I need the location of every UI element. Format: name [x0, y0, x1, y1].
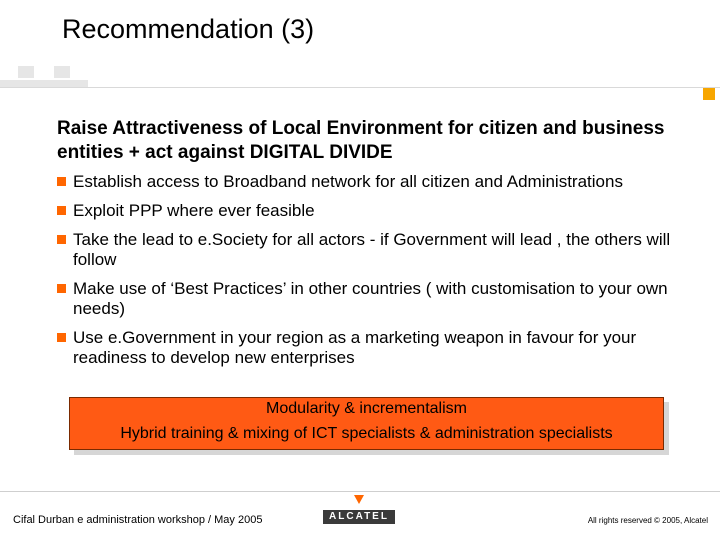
bullet-text: Make use of ‘Best Practices’ in other countries ( with customisation to your own needs) [73, 279, 668, 318]
square-bullet-icon [57, 206, 66, 215]
page-label: Page 65 [660, 92, 694, 102]
bullet-text: Establish access to Broadband network for all citizen and Administrations [73, 172, 623, 191]
footer-copyright: All rights reserved © 2005, Alcatel [587, 516, 708, 525]
bullet-list [57, 172, 697, 377]
square-bullet-icon [57, 284, 66, 293]
bullet-item [57, 201, 697, 221]
footer-event-text: Cifal Durban e administration workshop / May 2005 [13, 514, 263, 526]
bullet-item [57, 230, 697, 270]
bullet-item [57, 172, 697, 192]
square-bullet-icon [57, 333, 66, 342]
bullet-text: Use e.Government in your region as a marketing weapon in favour for your readiness to develop new enterprises [73, 328, 637, 367]
bullet-item [57, 279, 697, 319]
callout-line-1: Modularity & incrementalism [266, 400, 467, 417]
callout-box [69, 397, 664, 450]
bullet-item [57, 328, 697, 368]
decor-block [18, 66, 34, 78]
slide-heading: Raise Attractiveness of Local Environment for citizen and business entities + act against DIGITAL DIVIDE [57, 118, 665, 163]
logo-arrow-icon [354, 495, 364, 504]
bullet-text: Exploit PPP where ever feasible [73, 201, 315, 220]
alcatel-logo: ALCATEL [323, 510, 395, 524]
decor-block [54, 66, 70, 78]
bullet-text: Take the lead to e.Society for all actors - if Government will lead , the others will follow [73, 230, 671, 269]
footer-rule [0, 491, 720, 492]
header-rule [0, 87, 720, 88]
square-bullet-icon [57, 177, 66, 186]
slide-title: Recommendation (3) [62, 14, 315, 44]
callout-line-2: Hybrid training & mixing of ICT specialists & administration specialists [120, 425, 613, 442]
corner-square [703, 88, 715, 100]
square-bullet-icon [57, 235, 66, 244]
